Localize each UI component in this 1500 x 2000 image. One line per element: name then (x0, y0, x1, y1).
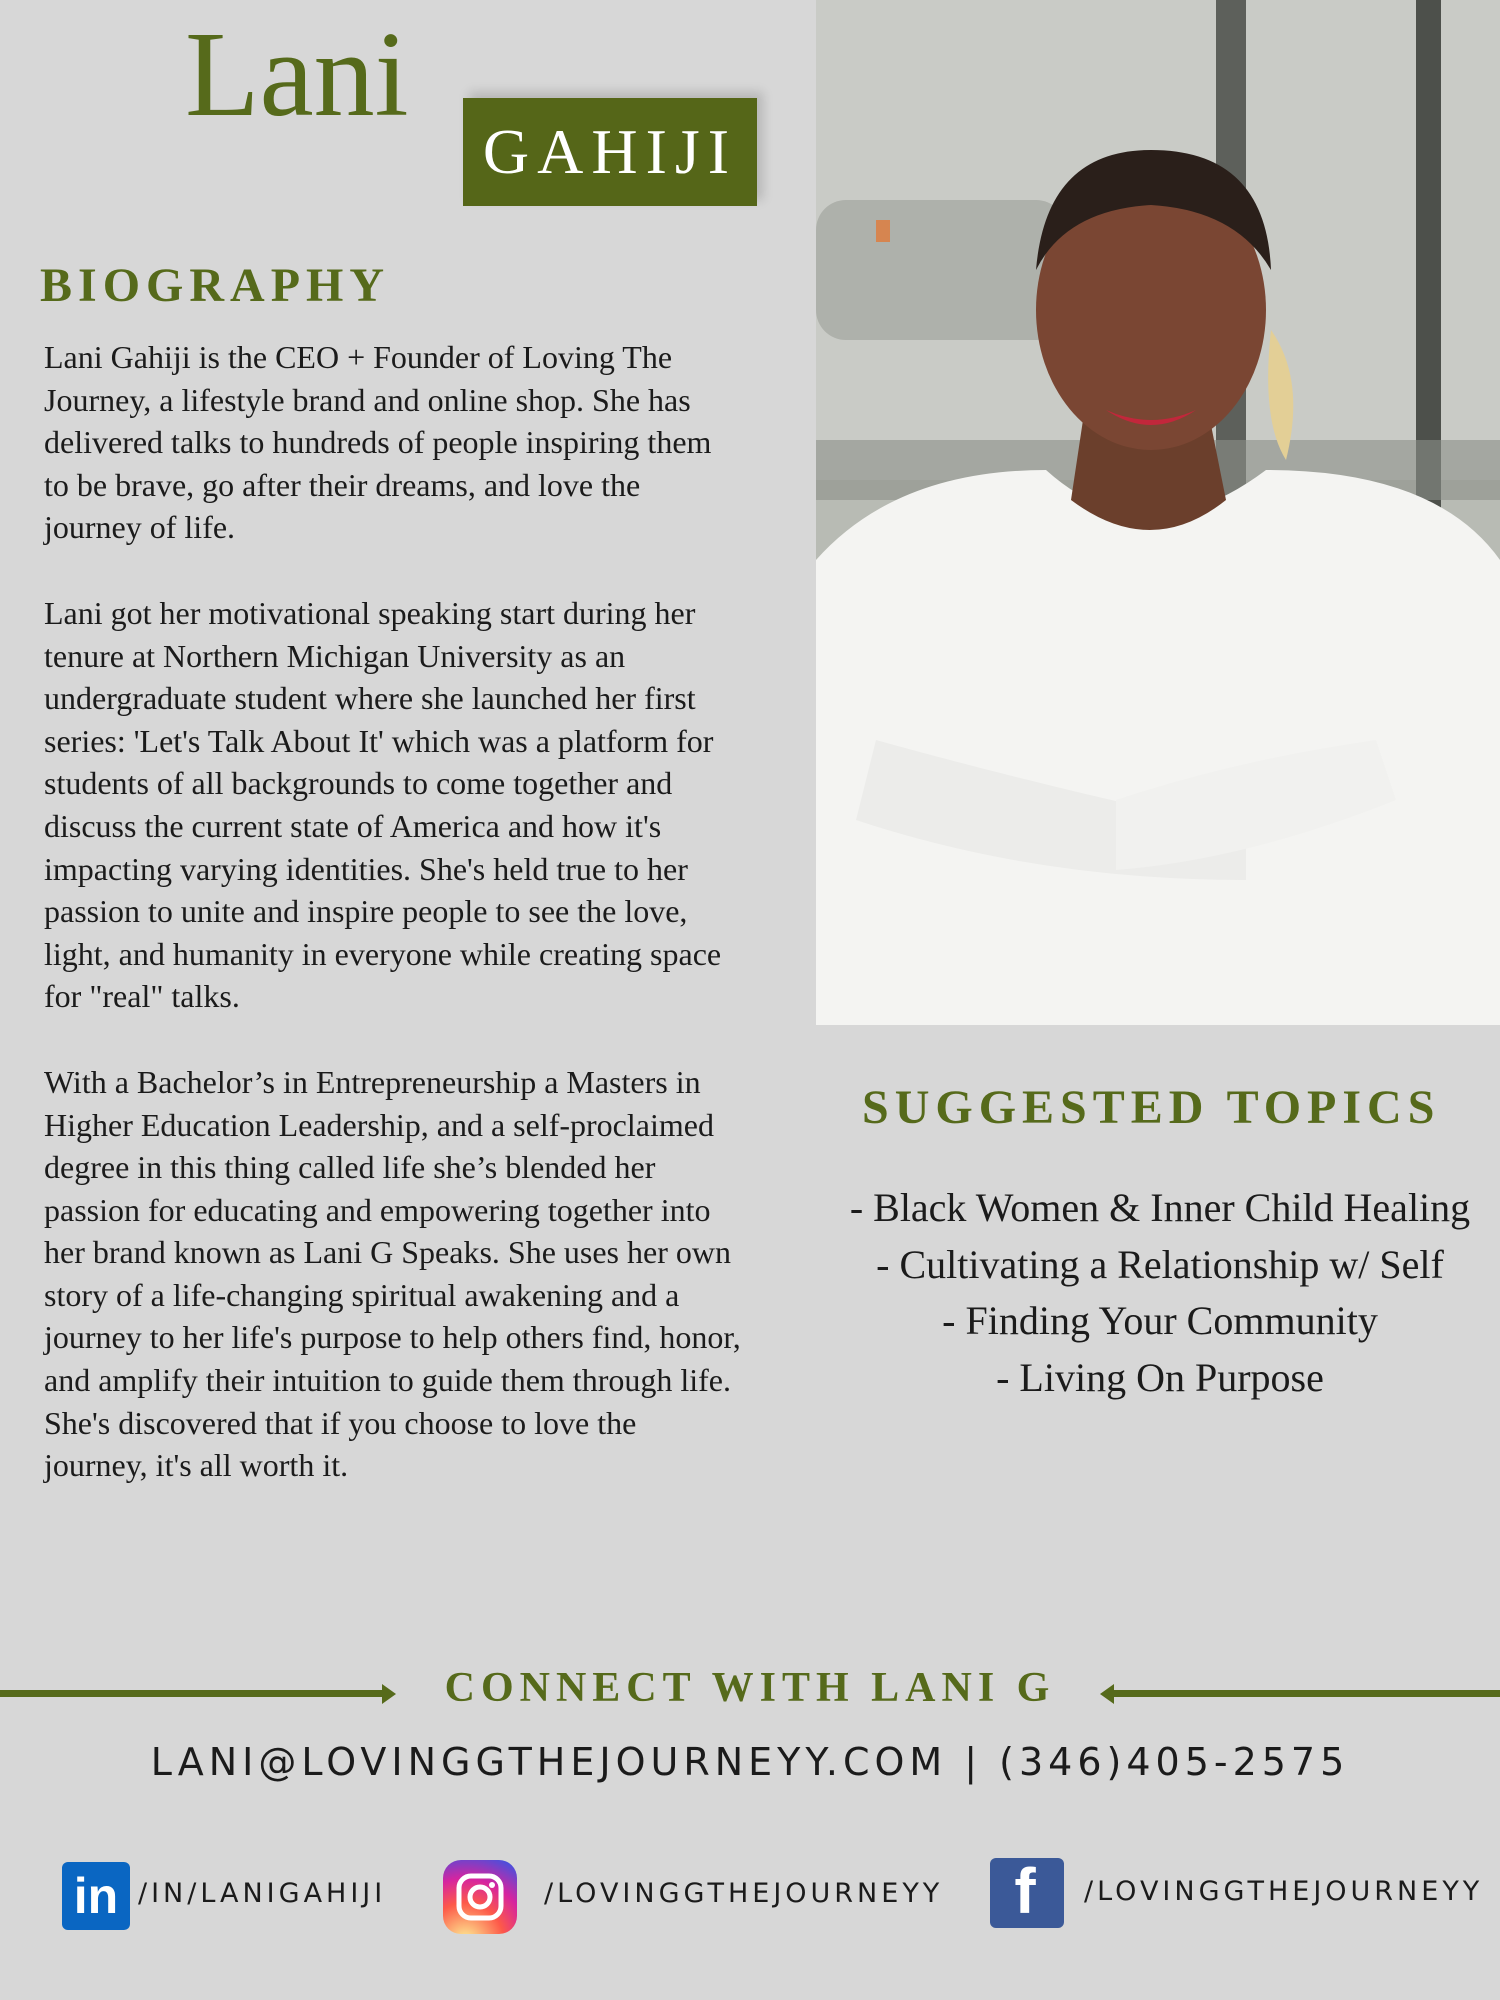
biography-text (44, 336, 744, 1530)
instagram-handle[interactable]: /LOVINGGTHEJOURNEYY (544, 1878, 944, 1909)
topic-item: - Living On Purpose (996, 1354, 1324, 1400)
last-name-badge (463, 98, 757, 206)
biography-paragraph: Lani got her motivational speaking start during her tenure at Northern Michigan University as an undergraduate student where she launched her first series: 'Let's Talk About It' which was a platform for students of all backgrounds to come together and discuss the current state of America and how it's impacting varying identities. She's held true to her passion to unite and inspire people to see the love, light, and humanity in everyone while creating space for "real" talks. (44, 594, 722, 1015)
contact-info[interactable]: LANI@LOVINGGTHEJOURNEYY.COM | (346)405-2575 (150, 1740, 1350, 1784)
last-name: GAHIJI (482, 116, 738, 187)
instagram-icon[interactable] (443, 1860, 517, 1934)
topic-item: - Black Women & Inner Child Healing (849, 1185, 1471, 1230)
topic-item: - Finding Your Community (942, 1298, 1378, 1343)
biography-heading: BIOGRAPHY (40, 259, 391, 312)
facebook-icon[interactable]: f (990, 1858, 1064, 1928)
connect-heading: CONNECT WITH LANI G (444, 1665, 1056, 1711)
topic-item: - Cultivating a Relationship w/ Self (876, 1241, 1444, 1287)
biography-paragraph: Lani Gahiji is the CEO + Founder of Loving The Journey, a lifestyle brand and online shop. She has delivered talks to hundreds of people inspiring them to be brave, go after their dreams, and love the journey of life. (44, 339, 712, 546)
linkedin-handle[interactable]: /IN/LANIGAHIJI (138, 1878, 387, 1909)
biography-paragraph: With a Bachelor’s in Entrepreneurship a Masters in Higher Education Leadership, and a self-proclaimed degree in this thing called life she’s blended her passion for educating and empowering together into her brand known as Lani G Speaks. She uses her own story of a life-changing spiritual awakening and a journey to her life's purpose to help others find, honor, and amplify their intuition to guide them through life. She's discovered that if you choose to love the journey, it's all worth it. (44, 1063, 741, 1484)
first-name: Lani (185, 7, 409, 142)
facebook-handle[interactable]: /LOVINGGTHEJOURNEYY (1084, 1876, 1484, 1907)
linkedin-icon[interactable]: in (62, 1862, 130, 1930)
topics-list (840, 1180, 1480, 1406)
instagram-glyph (455, 1872, 505, 1922)
portrait-photo (816, 0, 1500, 1025)
topics-heading: SUGGESTED TOPICS (862, 1081, 1441, 1134)
